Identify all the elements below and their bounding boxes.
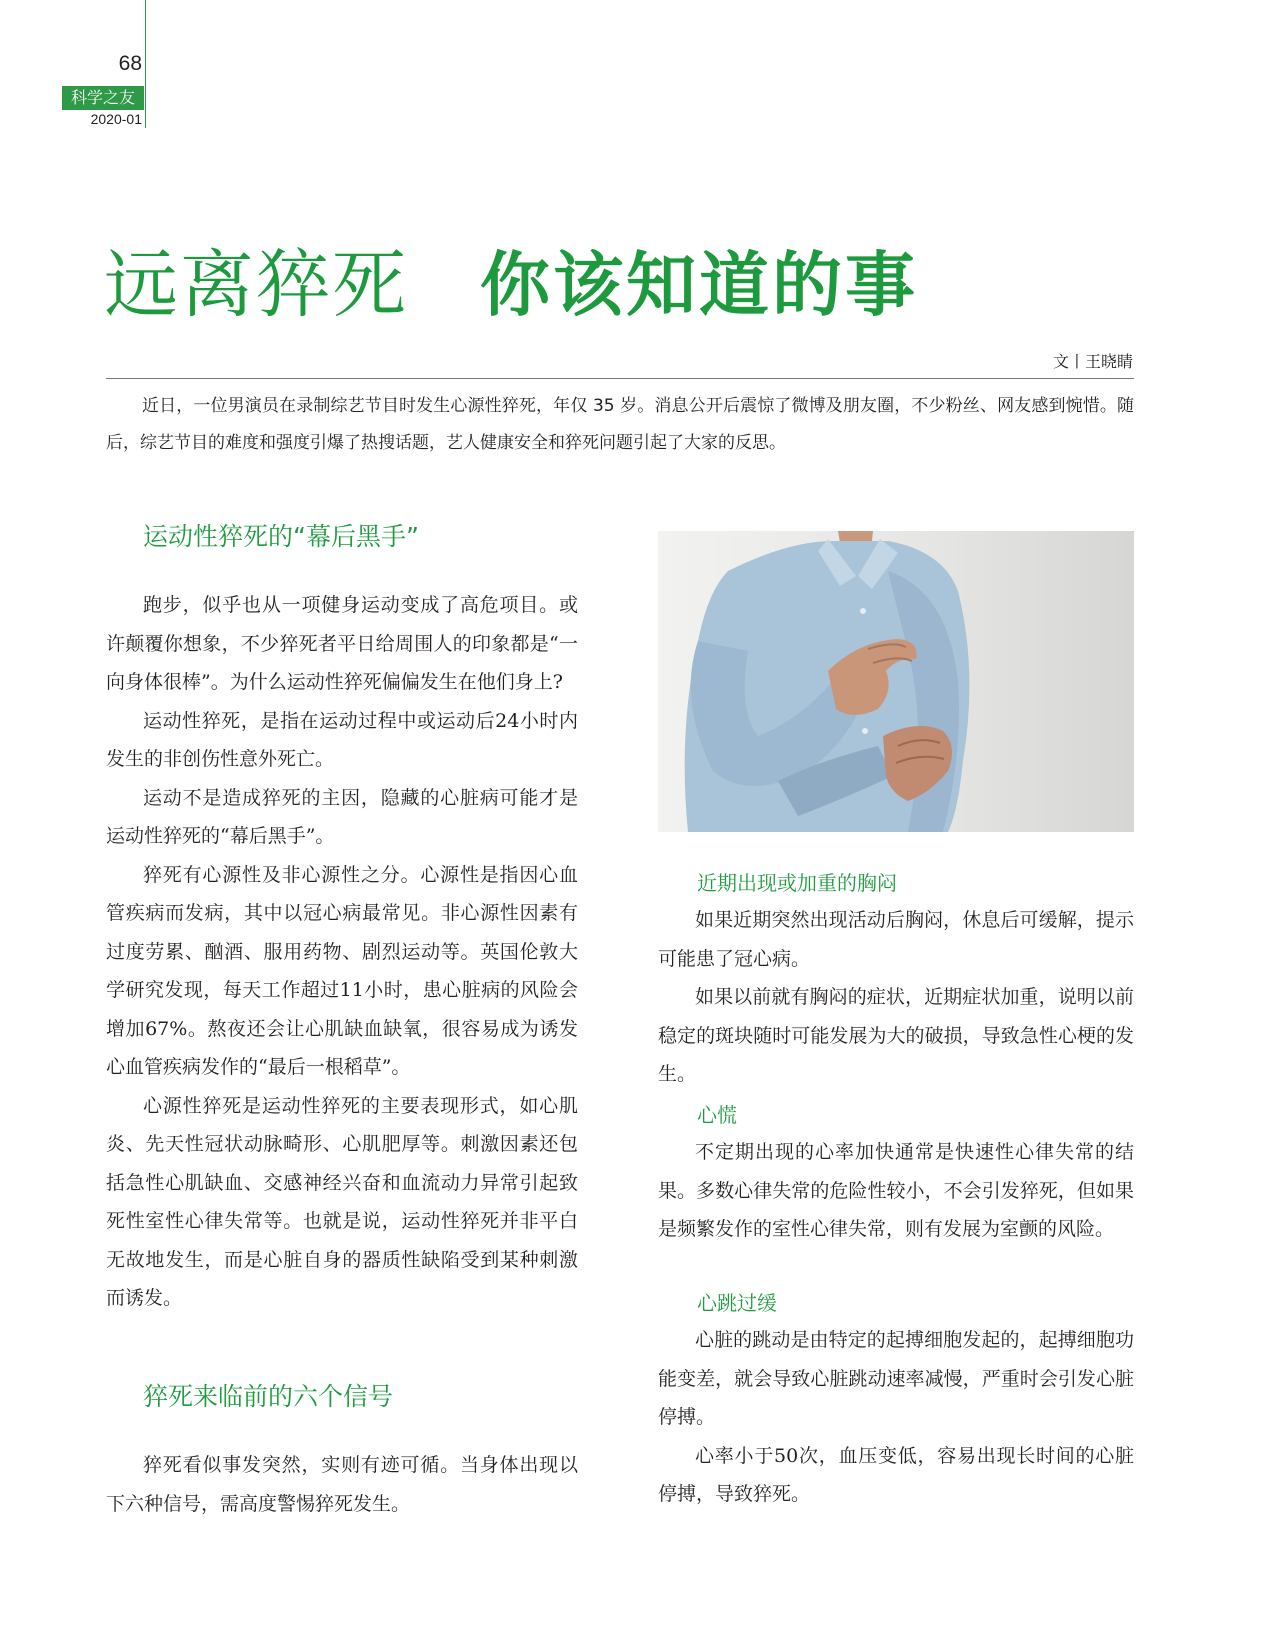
signal-heading-palpitation: 心慌	[697, 1103, 737, 1127]
signal-body-bradycardia	[658, 1321, 1134, 1514]
body-paragraph: 心率小于50次，血压变低，容易出现长时间的心脏停搏，导致猝死。	[658, 1444, 1134, 1505]
magazine-name-badge: 科学之友	[62, 86, 144, 110]
page-number: 68	[118, 52, 142, 75]
byline: 文丨王晓睛	[1052, 352, 1133, 371]
signal-heading-bradycardia: 心跳过缓	[697, 1291, 777, 1315]
section2-body	[106, 1446, 578, 1523]
issue-date: 2020-01	[90, 111, 142, 127]
section1-body	[106, 586, 578, 1318]
article-title-light: 远离猝死	[104, 242, 408, 328]
body-paragraph: 如果近期突然出现活动后胸闷，休息后可缓解，提示可能患了冠心病。	[658, 909, 1134, 970]
section-heading-exercise-sudden-death: 运动性猝死的“幕后黑手”	[143, 522, 419, 551]
signal-body-palpitation	[658, 1133, 1134, 1249]
body-paragraph: 如果以前就有胸闷的症状，近期症状加重，说明以前稳定的斑块随时可能发展为大的破损，导致急性心梗的发生。	[658, 986, 1134, 1085]
section-heading-six-signals: 猝死来临前的六个信号	[143, 1382, 394, 1411]
body-paragraph: 心脏的跳动是由特定的起搏细胞发起的，起搏细胞功能变差，就会导致心脏跳动速率减慢，严重时会引发心脏停搏。	[658, 1329, 1134, 1428]
title-rule	[106, 378, 1134, 379]
article-title-bold: 你该知道的事	[480, 244, 918, 326]
body-paragraph: 不定期出现的心率加快通常是快速性心律失常的结果。多数心律失常的危险性较小，不会引发猝死，但如果是频繁发作的室性心律失常，则有发展为室颤的风险。	[658, 1141, 1134, 1240]
body-paragraph: 跑步，似乎也从一项健身运动变成了高危项目。或许颠覆你想象，不少猝死者平日给周围人的印象都是“一向身体很棒”。为什么运动性猝死偏偏发生在他们身上?	[106, 594, 578, 693]
man-holding-chest-illustration	[658, 531, 1134, 832]
chest-pain-photo	[658, 531, 1134, 832]
body-paragraph: 心源性猝死是运动性猝死的主要表现形式，如心肌炎、先天性冠状动脉畸形、心肌肥厚等。刺激因素还包括急性心肌缺血、交感神经兴奋和血流动力异常引起致死性室性心律失常等。也就是说，运动性猝死并非平白无故地发生，而是心脏自身的器质性缺陷受到某种刺激而诱发。	[106, 1094, 578, 1309]
body-paragraph: 运动性猝死，是指在运动过程中或运动后24小时内发生的非创伤性意外死亡。	[106, 709, 578, 770]
body-paragraph: 猝死看似事发突然，实则有迹可循。当身体出现以下六种信号，需高度警惕猝死发生。	[106, 1454, 578, 1515]
body-paragraph: 运动不是造成猝死的主因，隐藏的心脏病可能才是运动性猝死的“幕后黑手”。	[106, 786, 578, 847]
folio-divider-line	[145, 0, 146, 128]
signal-body-chest-tightness	[658, 901, 1134, 1094]
body-paragraph: 猝死有心源性及非心源性之分。心源性是指因心血管疾病而发病，其中以冠心病最常见。非心源性因素有过度劳累、酗酒、服用药物、剧烈运动等。英国伦敦大学研究发现，每天工作超过11小时，患心脏病的风险会增加67%。熬夜还会让心肌缺血缺氧，很容易成为诱发心血管疾病发作的“最后一根稻草”。	[106, 863, 578, 1078]
intro-paragraph: 近日，一位男演员在录制综艺节目时发生心源性猝死，年仅 35 岁。消息公开后震惊了微博及朋友圈，不少粉丝、网友感到惋惜。随后，综艺节目的难度和强度引爆了热搜话题，艺人健康安全和猝死问题引起了大家的反思。	[106, 396, 1134, 453]
signal-heading-chest-tightness: 近期出现或加重的胸闷	[697, 871, 897, 895]
